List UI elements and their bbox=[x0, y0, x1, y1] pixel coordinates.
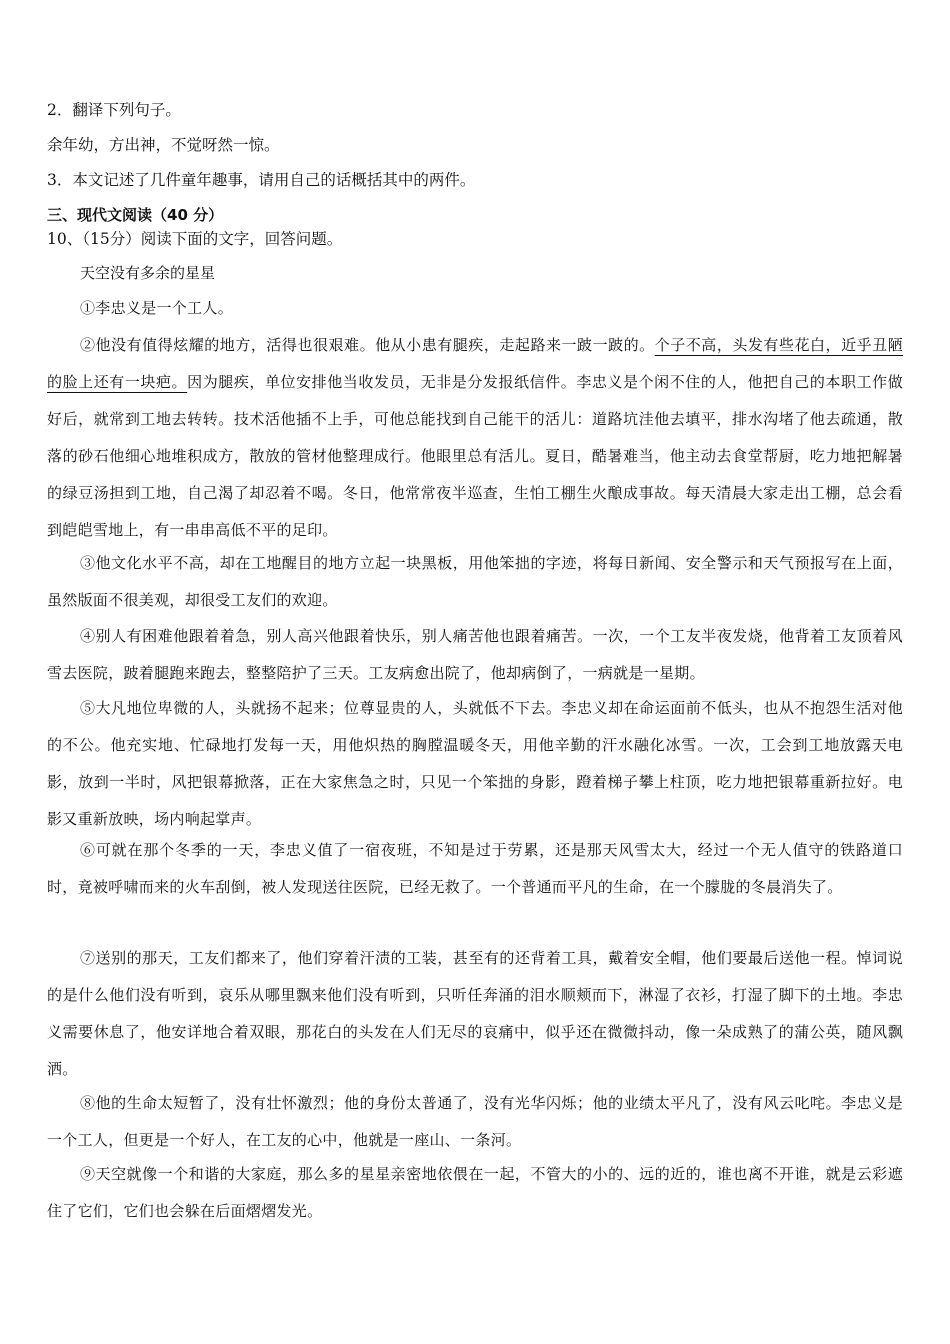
paragraph-8: ⑧他的生命太短暂了，没有壮怀激烈；他的身份太普通了，没有光华闪烁；他的业绩太平凡了，没有风云叱咤。李忠义是一个工人，但更是一个好人，在工友的心中，他就是一座山、一条河。 bbox=[47, 1094, 903, 1149]
question-2-label: 2．翻译下列句子。 bbox=[47, 101, 181, 119]
paragraph-7: ⑦送别的那天，工友们都来了，他们穿着汗渍的工装，甚至有的还背着工具，戴着安全帽，他们要最后送他一程。悼词说的是什么他们没有听到，哀乐从哪里飘来他们没有听到，只听任奔涌的泪水顺颊而下，淋湿了衣衫，打湿了脚下的土地。李忠义需要休息了，他安详地合着双眼，那花白的头发在人们无尽的哀痛中，似乎还在微微抖动，像一朵成熟了的蒲公英，随风飘洒。 bbox=[47, 949, 903, 1078]
question-3-label: 3．本文记述了几件童年趣事，请用自己的话概括其中的两件。 bbox=[47, 171, 476, 189]
paragraph-4: ④别人有困难他跟着着急，别人高兴他跟着快乐，别人痛苦他也跟着痛苦。一次，一个工友半夜发烧，他背着工友顶着风雪去医院，跛着腿跑来跑去，整整陪护了三天。工友病愈出院了，他却病倒了，一病就是一星期。 bbox=[47, 627, 903, 682]
paragraph-1: ①李忠义是一个工人。 bbox=[80, 299, 234, 317]
paragraph-5: ⑤大凡地位卑微的人，头就扬不起来；位尊显贵的人，头就低不下去。李忠义却在命运面前不低头，也从不抱怨生活对他的不公。他充实地、忙碌地打发每一天，用他炽热的胸膛温暖冬天，用他辛勤的汗水融化冰雪。一次，工会到工地放露天电影，放到一半时，风把银幕掀落，正在大家焦急之时，只见一个笨拙的身影，蹬着梯子攀上柱顶，吃力地把银幕重新拉好。电影又重新放映，场内响起掌声。 bbox=[47, 699, 903, 828]
paragraph-2-text-start: ②他没有值得炫耀的地方，活得也很艰难。他从小患有腿疾，走起路来一跛一跛的。 bbox=[80, 336, 655, 354]
paragraph-2 bbox=[47, 327, 903, 549]
paragraph-6: ⑥可就在那个冬季的一天，李忠义值了一宿夜班，不知是过于劳累，还是那天风雪太大，经过一个无人值守的铁路道口时，竟被呼啸而来的火车刮倒，被人发现送往医院，已经无救了。一个普通而平凡的生命，在一个朦胧的冬晨消失了。 bbox=[47, 841, 903, 896]
paragraph-2-text-end: 因为腿疾，单位安排他当收发员，无非是分发报纸信件。李忠义是个闲不住的人，他把自己的本职工作做好后，就常到工地去转转。技术活他插不上手，可他总能找到自己能干的活儿：道路坑洼他去填平，排水沟堵了他去疏通，散落的砂石他细心地堆积成方，散放的管材他整理成行。他眼里总有活儿。夏日，酷暑难当，他主动去食堂帮厨，吃力地把解暑的绿豆汤担到工地，自己渴了却忍着不喝。冬日，他常常夜半巡查，生怕工棚生火酿成事故。每天清晨大家走出工棚，总会看到皑皑雪地上，有一串串高低不平的足印。 bbox=[47, 373, 903, 539]
question-2-sentence: 余年幼，方出神，不觉呀然一惊。 bbox=[47, 136, 280, 154]
paragraph-3: ③他文化水平不高，却在工地醒目的地方立起一块黑板，用他笨拙的字迹，将每日新闻、安全警示和天气预报写在上面，虽然版面不很美观，却很受工友们的欢迎。 bbox=[47, 554, 903, 609]
question-10-intro: 10、（15分）阅读下面的文字，回答问题。 bbox=[47, 230, 343, 248]
paragraph-9: ⑨天空就像一个和谐的大家庭，那么多的星星亲密地依偎在一起，不管大的小的、远的近的，谁也离不开谁，就是云彩遮住了它们，它们也会躲在后面熠熠发光。 bbox=[47, 1165, 903, 1220]
section-heading: 三、现代文阅读（40 分） bbox=[47, 206, 224, 224]
paragraph-2-underlined-sentence: 个子不高，头发有些花白，近乎丑陋的脸上还有一块疤。 bbox=[47, 336, 903, 391]
article-title: 天空没有多余的星星 bbox=[80, 264, 216, 282]
